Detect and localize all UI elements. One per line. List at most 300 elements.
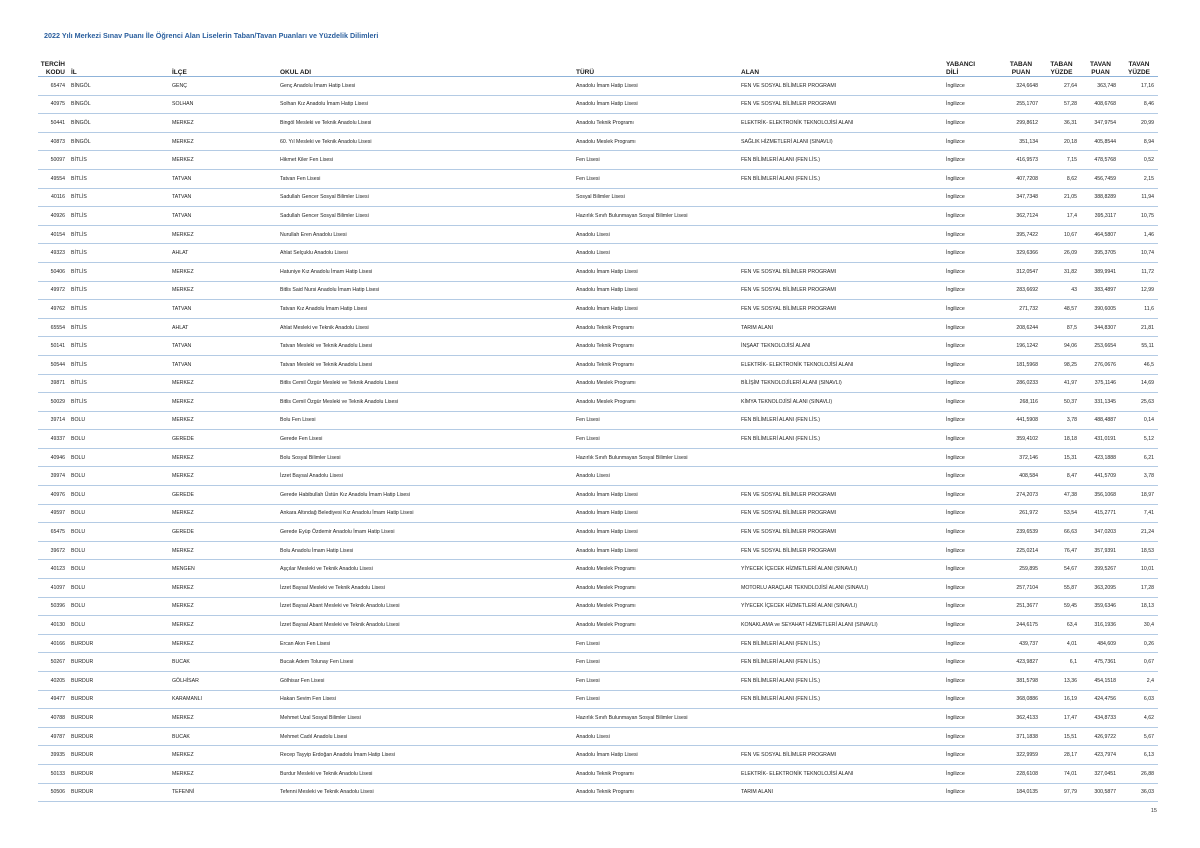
cell-tavan-yuzde: 21,24 <box>1120 523 1158 542</box>
cell-yabanci-dili: İngilizce <box>944 393 1000 412</box>
cell-turu: Sosyal Bilimler Lisesi <box>574 188 739 207</box>
cell-alan: KİMYA TEKNOLOJİSİ ALANI (SINAVLI) <box>739 393 944 412</box>
cell-turu: Anadolu Teknik Programı <box>574 764 739 783</box>
cell-tavan-yuzde: 3,78 <box>1120 467 1158 486</box>
cell-tavan-puan: 375,1146 <box>1081 374 1120 393</box>
table-row <box>38 244 1158 263</box>
cell-yabanci-dili: İngilizce <box>944 597 1000 616</box>
cell-turu: Anadolu İmam Hatip Lisesi <box>574 486 739 505</box>
cell-okul-adi: Ankara Altındağ Belediyesi Kız Anadolu İmam Hatip Lisesi <box>278 504 574 523</box>
cell-il: BURDUR <box>69 690 170 709</box>
cell-tercih-kodu: 50506 <box>38 783 69 802</box>
cell-tercih-kodu: 49323 <box>38 244 69 263</box>
cell-tercih-kodu: 49554 <box>38 169 69 188</box>
cell-il: BİTLİS <box>69 318 170 337</box>
cell-turu: Fen Lisesi <box>574 169 739 188</box>
cell-yabanci-dili: İngilizce <box>944 746 1000 765</box>
cell-tercih-kodu: 41097 <box>38 579 69 598</box>
cell-il: BİTLİS <box>69 300 170 319</box>
cell-turu: Anadolu İmam Hatip Lisesi <box>574 746 739 765</box>
cell-ilce: MERKEZ <box>170 262 278 281</box>
cell-okul-adi: İzzet Baysal Anadolu Lisesi <box>278 467 574 486</box>
cell-il: BOLU <box>69 430 170 449</box>
cell-ilce: MERKEZ <box>170 281 278 300</box>
header-tercih-kodu: TERCİH KODU <box>38 55 69 77</box>
cell-alan: İNŞAAT TEKNOLOJİSİ ALANI <box>739 337 944 356</box>
cell-taban-yuzde: 55,87 <box>1042 579 1081 598</box>
cell-alan: FEN BİLİMLERİ ALANI (FEN LİS.) <box>739 151 944 170</box>
cell-okul-adi: Bolu Fen Lisesi <box>278 411 574 430</box>
cell-yabanci-dili: İngilizce <box>944 634 1000 653</box>
cell-tavan-yuzde: 21,81 <box>1120 318 1158 337</box>
cell-turu: Hazırlık Sınıfı Bulunmayan Sosyal Bilimler Lisesi <box>574 207 739 226</box>
cell-yabanci-dili: İngilizce <box>944 653 1000 672</box>
cell-taban-yuzde: 47,38 <box>1042 486 1081 505</box>
cell-tercih-kodu: 39871 <box>38 374 69 393</box>
cell-alan: ELEKTRİK- ELEKTRONİK TEKNOLOJİSİ ALANI <box>739 764 944 783</box>
cell-il: BOLU <box>69 467 170 486</box>
cell-alan: TARIM ALANI <box>739 783 944 802</box>
cell-tavan-puan: 464,5807 <box>1081 225 1120 244</box>
cell-tavan-yuzde: 18,97 <box>1120 486 1158 505</box>
cell-taban-yuzde: 6,1 <box>1042 653 1081 672</box>
cell-alan: SAĞLIK HİZMETLERİ ALANI (SINAVLI) <box>739 132 944 151</box>
cell-tercih-kodu: 40873 <box>38 132 69 151</box>
cell-yabanci-dili: İngilizce <box>944 764 1000 783</box>
cell-il: BOLU <box>69 597 170 616</box>
cell-taban-yuzde: 15,31 <box>1042 448 1081 467</box>
cell-taban-puan: 423,9827 <box>1000 653 1042 672</box>
cell-tavan-yuzde: 17,16 <box>1120 77 1158 96</box>
cell-okul-adi: Bitlis Said Nursi Anadolu İmam Hatip Lisesi <box>278 281 574 300</box>
cell-okul-adi: Hikmet Kiler Fen Lisesi <box>278 151 574 170</box>
cell-taban-yuzde: 26,09 <box>1042 244 1081 263</box>
cell-taban-yuzde: 74,01 <box>1042 764 1081 783</box>
cell-okul-adi: Solhan Kız Anadolu İmam Hatip Lisesi <box>278 95 574 114</box>
cell-alan: FEN VE SOSYAL BİLİMLER PROGRAMI <box>739 262 944 281</box>
cell-ilce: MERKEZ <box>170 151 278 170</box>
page-number: 15 <box>1150 808 1157 814</box>
cell-tercih-kodu: 50544 <box>38 355 69 374</box>
cell-ilce: BUCAK <box>170 653 278 672</box>
cell-tercih-kodu: 40788 <box>38 709 69 728</box>
cell-ilce: MERKEZ <box>170 764 278 783</box>
cell-taban-yuzde: 54,67 <box>1042 560 1081 579</box>
cell-okul-adi: Tatvan Kız Anadolu İmam Hatip Lisesi <box>278 300 574 319</box>
cell-taban-puan: 271,732 <box>1000 300 1042 319</box>
cell-taban-puan: 371,1838 <box>1000 727 1042 746</box>
cell-il: BOLU <box>69 541 170 560</box>
cell-okul-adi: Ercan Akın Fen Lisesi <box>278 634 574 653</box>
cell-okul-adi: Burdur Mesleki ve Teknik Anadolu Lisesi <box>278 764 574 783</box>
cell-taban-yuzde: 17,4 <box>1042 207 1081 226</box>
cell-tavan-yuzde: 26,88 <box>1120 764 1158 783</box>
cell-okul-adi: Gerede Habibullah Üstün Kız Anadolu İmam Hatip Lisesi <box>278 486 574 505</box>
cell-taban-yuzde: 7,15 <box>1042 151 1081 170</box>
cell-tavan-puan: 363,748 <box>1081 77 1120 96</box>
cell-ilce: MERKEZ <box>170 411 278 430</box>
table-row <box>38 188 1158 207</box>
cell-turu: Anadolu Teknik Programı <box>574 783 739 802</box>
cell-yabanci-dili: İngilizce <box>944 486 1000 505</box>
header-okul-adi: OKUL ADI <box>278 55 574 77</box>
cell-okul-adi: İzzet Baysal Mesleki ve Teknik Anadolu Lisesi <box>278 579 574 598</box>
cell-turu: Fen Lisesi <box>574 151 739 170</box>
cell-tavan-yuzde: 11,72 <box>1120 262 1158 281</box>
cell-il: BİTLİS <box>69 281 170 300</box>
cell-taban-puan: 244,6175 <box>1000 616 1042 635</box>
cell-il: BURDUR <box>69 634 170 653</box>
table-row <box>38 225 1158 244</box>
cell-taban-puan: 257,7104 <box>1000 579 1042 598</box>
cell-ilce: GÖLHİSAR <box>170 672 278 691</box>
cell-tercih-kodu: 65474 <box>38 77 69 96</box>
cell-taban-yuzde: 10,67 <box>1042 225 1081 244</box>
cell-tercih-kodu: 39714 <box>38 411 69 430</box>
cell-tercih-kodu: 50141 <box>38 337 69 356</box>
cell-yabanci-dili: İngilizce <box>944 411 1000 430</box>
cell-okul-adi: Bucak Adem Tolunay Fen Lisesi <box>278 653 574 672</box>
cell-alan <box>739 225 944 244</box>
cell-tavan-puan: 357,9391 <box>1081 541 1120 560</box>
cell-tavan-yuzde: 14,69 <box>1120 374 1158 393</box>
cell-alan: FEN BİLİMLERİ ALANI (FEN LİS.) <box>739 411 944 430</box>
cell-tavan-yuzde: 0,26 <box>1120 634 1158 653</box>
cell-tavan-yuzde: 30,4 <box>1120 616 1158 635</box>
cell-alan: FEN VE SOSYAL BİLİMLER PROGRAMI <box>739 486 944 505</box>
cell-tavan-puan: 253,6654 <box>1081 337 1120 356</box>
cell-tavan-puan: 426,9722 <box>1081 727 1120 746</box>
table-row <box>38 281 1158 300</box>
table-row <box>38 541 1158 560</box>
cell-alan: FEN BİLİMLERİ ALANI (FEN LİS.) <box>739 169 944 188</box>
cell-okul-adi: Bolu Sosyal Bilimler Lisesi <box>278 448 574 467</box>
table-row <box>38 262 1158 281</box>
cell-okul-adi: Gerede Fen Lisesi <box>278 430 574 449</box>
cell-tercih-kodu: 50396 <box>38 597 69 616</box>
cell-tavan-yuzde: 5,12 <box>1120 430 1158 449</box>
cell-il: BURDUR <box>69 672 170 691</box>
cell-il: BİNGÖL <box>69 77 170 96</box>
cell-alan <box>739 448 944 467</box>
cell-taban-puan: 362,4133 <box>1000 709 1042 728</box>
cell-ilce: GEREDE <box>170 523 278 542</box>
cell-taban-yuzde: 48,57 <box>1042 300 1081 319</box>
cell-turu: Anadolu Lisesi <box>574 467 739 486</box>
cell-il: BİTLİS <box>69 337 170 356</box>
cell-okul-adi: Mehmet Uzal Sosyal Bilimler Lisesi <box>278 709 574 728</box>
cell-okul-adi: Tefenni Mesleki ve Teknik Anadolu Lisesi <box>278 783 574 802</box>
cell-yabanci-dili: İngilizce <box>944 374 1000 393</box>
cell-turu: Fen Lisesi <box>574 634 739 653</box>
cell-alan <box>739 467 944 486</box>
school-scores-table <box>38 55 1158 802</box>
table-row <box>38 337 1158 356</box>
cell-yabanci-dili: İngilizce <box>944 560 1000 579</box>
cell-alan: ELEKTRİK- ELEKTRONİK TEKNOLOJİSİ ALANI <box>739 355 944 374</box>
table-row <box>38 318 1158 337</box>
cell-tavan-puan: 423,1888 <box>1081 448 1120 467</box>
cell-alan: MOTORLU ARAÇLAR TEKNOLOJİSİ ALANI (SINAVLI) <box>739 579 944 598</box>
cell-taban-yuzde: 98,25 <box>1042 355 1081 374</box>
cell-ilce: MERKEZ <box>170 746 278 765</box>
table-row <box>38 132 1158 151</box>
table-row <box>38 653 1158 672</box>
cell-taban-puan: 196,1242 <box>1000 337 1042 356</box>
cell-yabanci-dili: İngilizce <box>944 188 1000 207</box>
cell-tavan-puan: 276,0676 <box>1081 355 1120 374</box>
cell-ilce: MERKEZ <box>170 393 278 412</box>
cell-alan <box>739 188 944 207</box>
cell-tavan-puan: 347,9754 <box>1081 114 1120 133</box>
table-row <box>38 672 1158 691</box>
cell-yabanci-dili: İngilizce <box>944 114 1000 133</box>
cell-turu: Anadolu Lisesi <box>574 225 739 244</box>
cell-ilce: TATVAN <box>170 169 278 188</box>
cell-tavan-yuzde: 36,03 <box>1120 783 1158 802</box>
cell-yabanci-dili: İngilizce <box>944 281 1000 300</box>
cell-taban-puan: 268,116 <box>1000 393 1042 412</box>
cell-taban-yuzde: 87,5 <box>1042 318 1081 337</box>
cell-tavan-yuzde: 0,52 <box>1120 151 1158 170</box>
cell-tavan-yuzde: 1,46 <box>1120 225 1158 244</box>
cell-tavan-puan: 347,0203 <box>1081 523 1120 542</box>
cell-taban-yuzde: 20,18 <box>1042 132 1081 151</box>
cell-alan <box>739 244 944 263</box>
cell-turu: Anadolu İmam Hatip Lisesi <box>574 281 739 300</box>
cell-taban-puan: 181,5968 <box>1000 355 1042 374</box>
table-row <box>38 355 1158 374</box>
cell-okul-adi: İzzet Baysal Abant Mesleki ve Teknik Anadolu Lisesi <box>278 597 574 616</box>
cell-il: BİNGÖL <box>69 132 170 151</box>
table-row <box>38 634 1158 653</box>
cell-taban-puan: 351,134 <box>1000 132 1042 151</box>
cell-alan: YİYECEK İÇECEK HİZMETLERİ ALANI (SINAVLI) <box>739 560 944 579</box>
cell-il: BOLU <box>69 411 170 430</box>
header-alan: ALAN <box>739 55 944 77</box>
cell-tavan-yuzde: 7,41 <box>1120 504 1158 523</box>
cell-taban-puan: 274,2073 <box>1000 486 1042 505</box>
cell-taban-yuzde: 31,82 <box>1042 262 1081 281</box>
cell-il: BOLU <box>69 523 170 542</box>
cell-okul-adi: Hakan Sevim Fen Lisesi <box>278 690 574 709</box>
cell-taban-yuzde: 3,78 <box>1042 411 1081 430</box>
cell-yabanci-dili: İngilizce <box>944 77 1000 96</box>
cell-alan: FEN BİLİMLERİ ALANI (FEN LİS.) <box>739 653 944 672</box>
cell-yabanci-dili: İngilizce <box>944 709 1000 728</box>
table-body <box>38 77 1158 802</box>
cell-okul-adi: İzzet Baysal Abant Mesleki ve Teknik Anadolu Lisesi <box>278 616 574 635</box>
cell-tercih-kodu: 40926 <box>38 207 69 226</box>
cell-taban-yuzde: 59,45 <box>1042 597 1081 616</box>
cell-taban-puan: 441,5908 <box>1000 411 1042 430</box>
cell-il: BİTLİS <box>69 393 170 412</box>
cell-turu: Anadolu Teknik Programı <box>574 318 739 337</box>
cell-il: BURDUR <box>69 764 170 783</box>
cell-okul-adi: Bolu Anadolu İmam Hatip Lisesi <box>278 541 574 560</box>
cell-tavan-yuzde: 8,94 <box>1120 132 1158 151</box>
cell-alan: FEN BİLİMLERİ ALANI (FEN LİS.) <box>739 634 944 653</box>
cell-ilce: MERKEZ <box>170 616 278 635</box>
cell-il: BİTLİS <box>69 151 170 170</box>
cell-il: BOLU <box>69 504 170 523</box>
table-row <box>38 467 1158 486</box>
cell-turu: Anadolu Meslek Programı <box>574 560 739 579</box>
cell-il: BİTLİS <box>69 374 170 393</box>
cell-taban-yuzde: 8,62 <box>1042 169 1081 188</box>
cell-tercih-kodu: 50097 <box>38 151 69 170</box>
cell-il: BOLU <box>69 486 170 505</box>
cell-alan: ELEKTRİK- ELEKTRONİK TEKNOLOJİSİ ALANI <box>739 114 944 133</box>
cell-turu: Fen Lisesi <box>574 430 739 449</box>
cell-ilce: TATVAN <box>170 188 278 207</box>
cell-tavan-yuzde: 11,94 <box>1120 188 1158 207</box>
table-row <box>38 207 1158 226</box>
cell-il: BURDUR <box>69 783 170 802</box>
cell-yabanci-dili: İngilizce <box>944 430 1000 449</box>
cell-turu: Anadolu Lisesi <box>574 244 739 263</box>
table-row <box>38 77 1158 96</box>
cell-yabanci-dili: İngilizce <box>944 95 1000 114</box>
cell-tavan-yuzde: 11,6 <box>1120 300 1158 319</box>
table-row <box>38 616 1158 635</box>
cell-taban-yuzde: 43 <box>1042 281 1081 300</box>
cell-ilce: BUCAK <box>170 727 278 746</box>
cell-tavan-puan: 424,4756 <box>1081 690 1120 709</box>
cell-tercih-kodu: 40123 <box>38 560 69 579</box>
cell-turu: Anadolu İmam Hatip Lisesi <box>574 300 739 319</box>
cell-taban-yuzde: 97,79 <box>1042 783 1081 802</box>
cell-alan: FEN BİLİMLERİ ALANI (FEN LİS.) <box>739 690 944 709</box>
cell-alan: BİLİŞİM TEKNOLOJİLERİ ALANI (SINAVLI) <box>739 374 944 393</box>
cell-tavan-yuzde: 4,62 <box>1120 709 1158 728</box>
cell-taban-yuzde: 50,37 <box>1042 393 1081 412</box>
table-row <box>38 746 1158 765</box>
table-row <box>38 486 1158 505</box>
cell-tavan-puan: 300,5877 <box>1081 783 1120 802</box>
cell-taban-puan: 208,6244 <box>1000 318 1042 337</box>
cell-turu: Hazırlık Sınıfı Bulunmayan Sosyal Bilimler Lisesi <box>574 448 739 467</box>
table-row <box>38 727 1158 746</box>
cell-il: BOLU <box>69 560 170 579</box>
cell-tavan-puan: 395,3117 <box>1081 207 1120 226</box>
cell-okul-adi: Recep Tayyip Erdoğan Anadolu İmam Hatip Lisesi <box>278 746 574 765</box>
cell-tavan-puan: 475,7361 <box>1081 653 1120 672</box>
table-row <box>38 709 1158 728</box>
cell-taban-yuzde: 16,19 <box>1042 690 1081 709</box>
cell-ilce: MERKEZ <box>170 132 278 151</box>
cell-ilce: MERKEZ <box>170 597 278 616</box>
cell-okul-adi: Genç Anadolu İmam Hatip Lisesi <box>278 77 574 96</box>
document-title: 2022 Yılı Merkezi Sınav Puanı İle Öğrenci Alan Liselerin Taban/Tavan Puanları ve Yüzdelik Dilimleri <box>44 31 379 40</box>
cell-il: BİTLİS <box>69 188 170 207</box>
cell-taban-puan: 368,0886 <box>1000 690 1042 709</box>
cell-okul-adi: Nurullah Eren Anadolu Lisesi <box>278 225 574 244</box>
cell-alan: TARIM ALANI <box>739 318 944 337</box>
cell-tercih-kodu: 49972 <box>38 281 69 300</box>
cell-il: BİTLİS <box>69 244 170 263</box>
cell-tavan-yuzde: 2,15 <box>1120 169 1158 188</box>
cell-taban-puan: 395,7422 <box>1000 225 1042 244</box>
cell-tercih-kodu: 40154 <box>38 225 69 244</box>
cell-taban-puan: 239,6539 <box>1000 523 1042 542</box>
cell-tavan-puan: 389,9941 <box>1081 262 1120 281</box>
cell-ilce: TATVAN <box>170 300 278 319</box>
cell-taban-yuzde: 41,97 <box>1042 374 1081 393</box>
cell-ilce: GEREDE <box>170 486 278 505</box>
table-row <box>38 411 1158 430</box>
cell-tavan-yuzde: 17,28 <box>1120 579 1158 598</box>
cell-ilce: MERKEZ <box>170 448 278 467</box>
cell-ilce: MERKEZ <box>170 579 278 598</box>
cell-alan <box>739 709 944 728</box>
cell-turu: Fen Lisesi <box>574 672 739 691</box>
cell-tercih-kodu: 40205 <box>38 672 69 691</box>
cell-tercih-kodu: 40130 <box>38 616 69 635</box>
cell-alan: FEN VE SOSYAL BİLİMLER PROGRAMI <box>739 77 944 96</box>
cell-yabanci-dili: İngilizce <box>944 151 1000 170</box>
cell-okul-adi: Mehmet Cadıl Anadolu Lisesi <box>278 727 574 746</box>
table-row <box>38 579 1158 598</box>
cell-yabanci-dili: İngilizce <box>944 337 1000 356</box>
cell-yabanci-dili: İngilizce <box>944 579 1000 598</box>
cell-turu: Hazırlık Sınıfı Bulunmayan Sosyal Bilimler Lisesi <box>574 709 739 728</box>
cell-alan: FEN VE SOSYAL BİLİMLER PROGRAMI <box>739 504 944 523</box>
cell-yabanci-dili: İngilizce <box>944 169 1000 188</box>
cell-tavan-puan: 434,8733 <box>1081 709 1120 728</box>
cell-yabanci-dili: İngilizce <box>944 318 1000 337</box>
cell-turu: Anadolu Teknik Programı <box>574 337 739 356</box>
cell-tavan-yuzde: 5,67 <box>1120 727 1158 746</box>
cell-okul-adi: Tatvan Mesleki ve Teknik Anadolu Lisesi <box>278 337 574 356</box>
cell-turu: Anadolu İmam Hatip Lisesi <box>574 504 739 523</box>
table-row <box>38 393 1158 412</box>
cell-il: BİTLİS <box>69 169 170 188</box>
table-row <box>38 597 1158 616</box>
cell-okul-adi: Tatvan Fen Lisesi <box>278 169 574 188</box>
table-row <box>38 374 1158 393</box>
cell-taban-puan: 184,0135 <box>1000 783 1042 802</box>
cell-tavan-puan: 454,1518 <box>1081 672 1120 691</box>
cell-tavan-puan: 388,8289 <box>1081 188 1120 207</box>
cell-il: BOLU <box>69 616 170 635</box>
cell-taban-yuzde: 4,01 <box>1042 634 1081 653</box>
cell-okul-adi: Tatvan Mesleki ve Teknik Anadolu Lisesi <box>278 355 574 374</box>
cell-ilce: TEFENNİ <box>170 783 278 802</box>
cell-il: BURDUR <box>69 653 170 672</box>
cell-taban-puan: 347,7348 <box>1000 188 1042 207</box>
table-row <box>38 783 1158 802</box>
cell-alan: FEN VE SOSYAL BİLİMLER PROGRAMI <box>739 95 944 114</box>
cell-turu: Anadolu Teknik Programı <box>574 355 739 374</box>
cell-okul-adi: Ahlat Selçuklu Anadolu Lisesi <box>278 244 574 263</box>
cell-taban-puan: 255,1707 <box>1000 95 1042 114</box>
cell-yabanci-dili: İngilizce <box>944 541 1000 560</box>
cell-okul-adi: Bitlis Cemil Özgür Mesleki ve Teknik Anadolu Lisesi <box>278 374 574 393</box>
cell-ilce: MERKEZ <box>170 467 278 486</box>
cell-tavan-puan: 478,5768 <box>1081 151 1120 170</box>
cell-il: BİNGÖL <box>69 114 170 133</box>
cell-taban-yuzde: 27,64 <box>1042 77 1081 96</box>
cell-taban-puan: 372,146 <box>1000 448 1042 467</box>
cell-taban-puan: 439,737 <box>1000 634 1042 653</box>
cell-okul-adi: 60. Yıl Mesleki ve Teknik Anadolu Lisesi <box>278 132 574 151</box>
cell-okul-adi: Gerede Eyüp Özdemir Anadolu İmam Hatip Lisesi <box>278 523 574 542</box>
cell-taban-yuzde: 28,17 <box>1042 746 1081 765</box>
cell-okul-adi: Sadullah Gencer Sosyal Bilimler Lisesi <box>278 188 574 207</box>
cell-ilce: AHLAT <box>170 244 278 263</box>
cell-il: BOLU <box>69 579 170 598</box>
